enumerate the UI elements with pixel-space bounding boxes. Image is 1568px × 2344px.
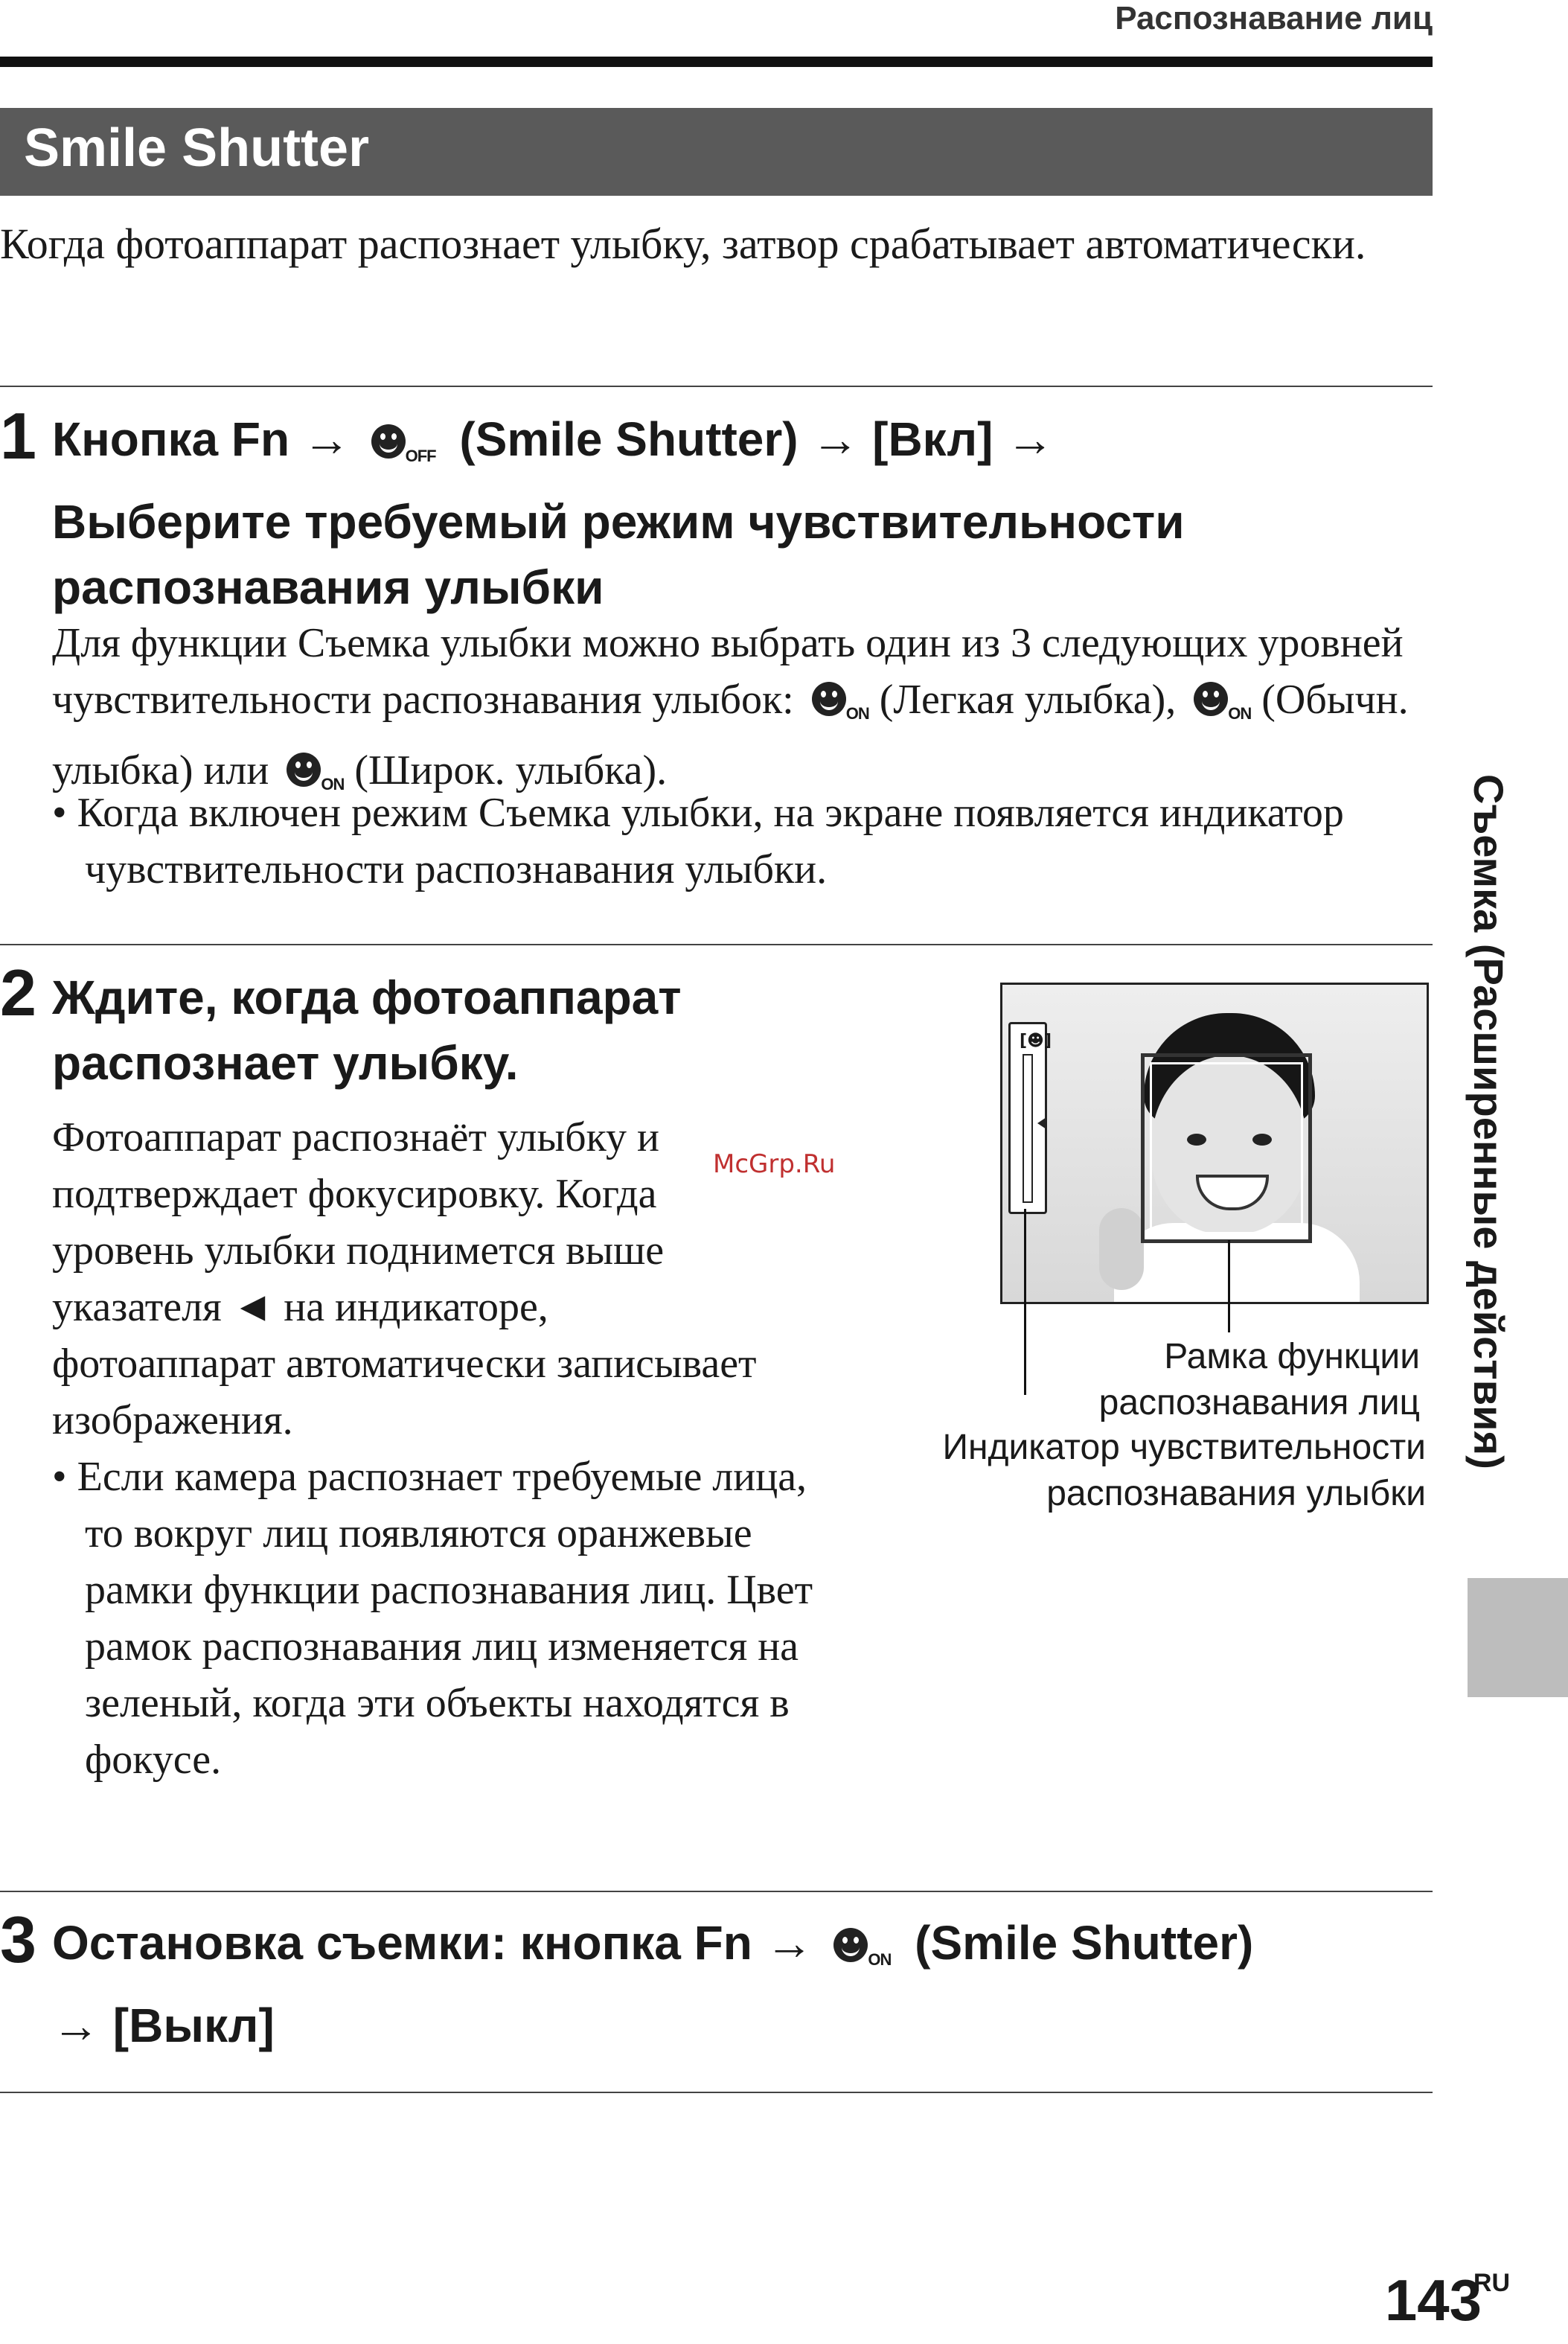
intro-paragraph: Когда фотоаппарат распознает улыбку, затвор срабатывает автоматически. [0,220,1366,268]
step-1-heading-b: (Smile Shutter) [459,412,799,466]
divider-4 [0,2092,1433,2093]
side-tab-marker [1468,1578,1568,1697]
arrow-icon: → [1006,412,1055,466]
leader-line-face-frame [1228,1240,1230,1332]
running-header: Распознавание лиц [1115,0,1433,36]
smile-off-tag: OFF [405,447,436,465]
smile-on-tag: ON [868,1950,892,1969]
smile-on-tag: ON [321,775,345,793]
arrow-icon: → [52,1999,100,2052]
step-2-body-b: на индикаторе, фотоаппарат автоматически записывает изображения. [52,1284,757,1443]
smile-level-bar [1023,1054,1033,1203]
step-1-heading [52,406,1429,620]
step-2-number: 2 [0,956,36,1029]
camera-screen-illustration [1000,983,1429,1304]
step-1-body-a: Для функции Съемка улыбки можно выбрать один из 3 следующих уровней чувствительности распознавания улыбок: [52,620,1404,723]
smile-shutter-off-icon [371,424,406,459]
divider-3 [0,1891,1433,1892]
header-rule [0,57,1433,67]
smile-on-tag: ON [1228,704,1252,723]
step-3-heading-b: (Smile Shutter) [915,1916,1254,1970]
level-normal: (Обычн. улыбка) или [52,677,1409,793]
smile-threshold-pointer [1037,1117,1046,1129]
step-3-number: 3 [0,1903,36,1976]
caption-indicator: Индикатор чувствительности распознавания улыбки [942,1428,1426,1513]
smile-indicator-icon: [☻] [1020,1032,1052,1050]
side-tab-label: Съемка (Расширенные действия) [1465,774,1512,1469]
watermark: McGrp.Ru [713,1149,836,1179]
step-1-body [52,615,1429,813]
level-slight: (Легкая улыбка), [879,677,1177,723]
step-2-bullet: • Если камера распознает требуемые лица, то вокруг лиц появляются оранжевые рамки функции распознавания лиц. Цвет рамок распознавания лиц изменяется на зеленый, когда эти объекты находятся в фокусе. [52,1454,813,1783]
step-1-heading-a: Кнопка Fn [52,412,290,466]
step-3-heading-a: Остановка съемки: кнопка Fn [52,1916,752,1970]
pointer-icon: ◄ [231,1284,274,1330]
step-2-heading: Ждите, когда фотоаппарат распознает улыбку. [52,971,682,1090]
smile-shutter-on-icon [833,1928,868,1962]
divider-1 [0,386,1433,387]
step-1-heading-c: [Вкл] [872,412,993,466]
smile-sensitivity-indicator [1008,1022,1052,1214]
caption-face-frame: Рамка функции распознавания лиц [1098,1337,1420,1422]
page-locale: RU [1473,2269,1510,2297]
step-1-bullet: • Когда включен режим Съемка улыбки, на экране появляется индикатор чувствительности распознавания улыбки. [52,790,1344,892]
divider-2 [0,944,1433,945]
section-title: Smile Shutter [24,118,370,178]
face-detection-frame-inner [1150,1062,1303,1234]
slight-smile-icon [812,682,846,716]
step-3-heading-c: [Выкл] [112,1999,275,2052]
arrow-icon: → [811,412,860,466]
normal-smile-icon [1194,682,1228,716]
level-big: (Широк. улыбка). [354,747,668,793]
big-smile-icon [287,753,321,787]
step-1-number: 1 [0,399,36,473]
step-2-body [52,1109,781,1449]
smile-on-tag: ON [845,704,869,723]
arrow-icon: → [765,1916,813,1970]
step-2-body-a: Фотоаппарат распознаёт улыбку и подтверждает фокусировку. Когда уровень улыбки поднимется выше указателя [52,1114,665,1330]
child-hand [1099,1208,1144,1290]
step-1-heading-d: Выберите требуемый режим чувствительности распознавания улыбки [52,495,1185,614]
step-3-heading [52,1910,1429,2058]
arrow-icon: → [302,412,351,466]
page-number: 143 [1384,2267,1482,2333]
